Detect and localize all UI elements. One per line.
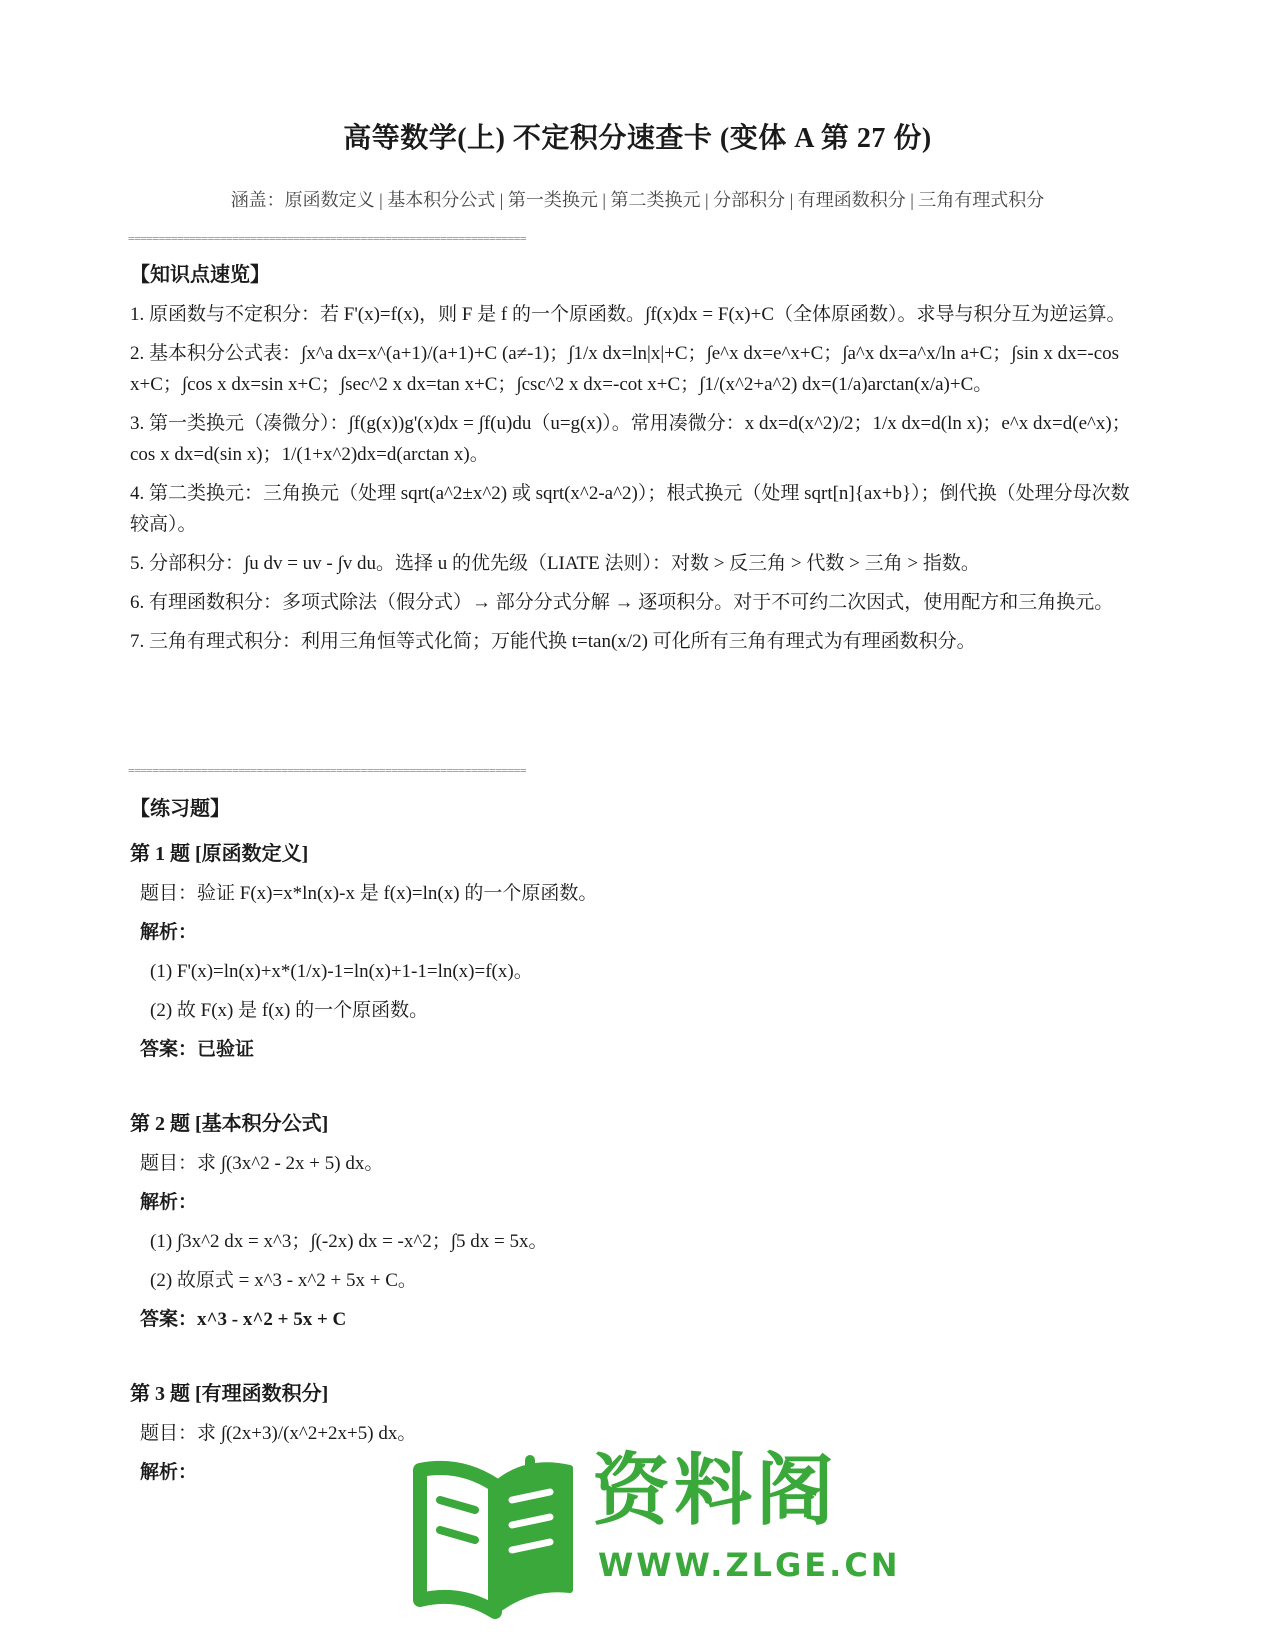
watermark [400,1440,901,1630]
problem-2 [130,1109,1140,1335]
analysis-label: 解析： [140,922,198,943]
book-logo-icon [400,1440,590,1630]
knowledge-item: 3. 第一类换元（凑微分）：∫f(g(x))g'(x)dx = ∫f(u)du（u=g(x)）。常用凑微分：x dx=d(x^2)/2；1/x dx=d(ln x)；e^x dx=d(e^x)；cos x dx=d(sin x)；1/(1+x^2)dx=d(arctan x)。 [130,413,1131,465]
practice-heading: 【练习题】 [130,798,230,820]
problem-title: 第 3 题 [有理函数积分] [130,1383,329,1405]
problem-question: 题目：验证 F(x)=x*ln(x)-x 是 f(x)=ln(x) 的一个原函数。 [140,883,598,904]
knowledge-section [130,260,1140,657]
page-title: 高等数学(上) 不定积分速查卡 (变体 A 第 27 份) [343,123,932,154]
problem-1 [130,839,1140,1065]
analysis-step: (1) F'(x)=ln(x)+x*(1/x)-1=ln(x)+1-1=ln(x)=f(x)。 [150,961,533,982]
problem-question: 题目：求 ∫(3x^2 - 2x + 5) dx。 [140,1153,384,1174]
knowledge-item: 2. 基本积分公式表：∫x^a dx=x^(a+1)/(a+1)+C (a≠-1)；∫1/x dx=ln|x|+C；∫e^x dx=e^x+C；∫a^x dx=a^x/ln a+C；∫sin x dx=-cos x+C；∫cos x dx=sin x+C；∫sec^2 x dx=tan x+C；∫csc^2 x dx=-cot x+C；∫1/(x^2+a^2) dx=(1/a)arctan(x/a)+C。 [130,343,1120,395]
knowledge-item: 5. 分部积分：∫u dv = uv - ∫v du。选择 u 的优先级（LIATE 法则）：对数 > 反三角 > 代数 > 三角 > 指数。 [130,553,980,574]
problem-title: 第 2 题 [基本积分公式] [130,1113,329,1135]
divider-middle: ================================================================= [128,764,526,777]
knowledge-heading: 【知识点速览】 [130,264,270,286]
page-subtitle: 涵盖：原函数定义 | 基本积分公式 | 第一类换元 | 第二类换元 | 分部积分 | 有理函数积分 | 三角有理式积分 [230,190,1045,210]
problem-answer: 答案：x^3 - x^2 + 5x + C [140,1309,347,1330]
problem-title: 第 1 题 [原函数定义] [130,843,309,865]
knowledge-item: 1. 原函数与不定积分：若 F'(x)=f(x)，则 F 是 f 的一个原函数。∫f(x)dx = F(x)+C（全体原函数）。求导与积分互为逆运算。 [130,304,1126,325]
analysis-step: (2) 故 F(x) 是 f(x) 的一个原函数。 [150,1000,429,1021]
analysis-step: (2) 故原式 = x^3 - x^2 + 5x + C。 [150,1270,417,1291]
watermark-url: WWW.ZLGE.CN [598,1546,901,1584]
divider-top: ================================================================= [128,232,526,245]
watermark-brand: 资料阁 [592,1446,839,1536]
analysis-label: 解析： [140,1192,198,1213]
knowledge-item: 4. 第二类换元：三角换元（处理 sqrt(a^2±x^2) 或 sqrt(x^2-a^2)）；根式换元（处理 sqrt[n]{ax+b}）；倒代换（处理分母次数较高）。 [130,483,1130,535]
knowledge-item: 7. 三角有理式积分：利用三角恒等式化简；万能代换 t=tan(x/2) 可化所有三角有理式为有理函数积分。 [130,631,976,652]
analysis-step: (1) ∫3x^2 dx = x^3；∫(-2x) dx = -x^2；∫5 dx = 5x。 [150,1231,548,1252]
practice-section [130,794,1140,1532]
problem-answer: 答案：已验证 [140,1039,255,1060]
knowledge-item: 6. 有理函数积分：多项式除法（假分式）→ 部分分式分解 → 逐项积分。对于不可约二次因式，使用配方和三角换元。 [130,592,1114,613]
problem-question: 题目：求 ∫(2x+3)/(x^2+2x+5) dx。 [140,1423,417,1444]
analysis-label: 解析： [140,1462,198,1483]
